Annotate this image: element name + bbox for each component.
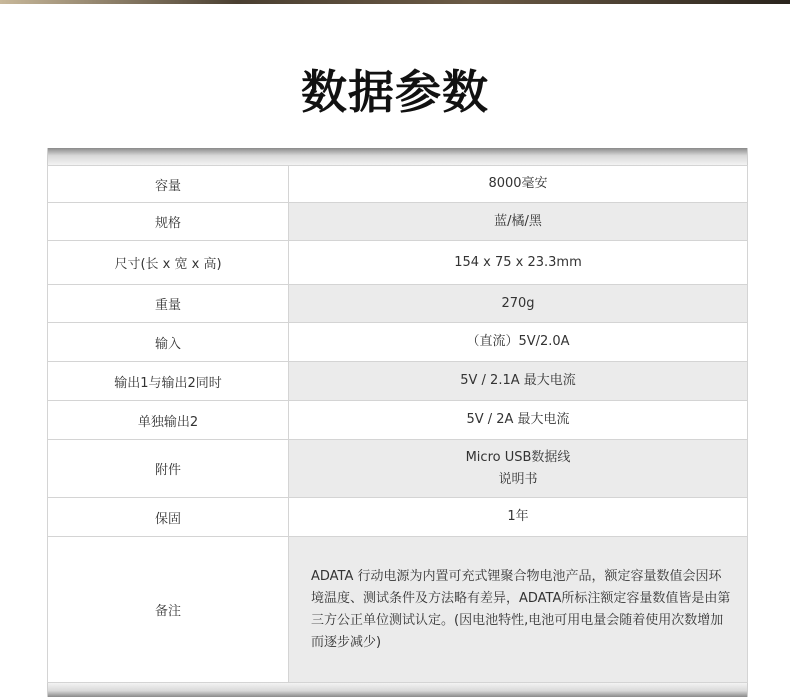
- table-row: [48, 241, 748, 285]
- spec-value-remarks: ADATA 行动电源为内置可充式锂聚合物电池产品，额定容量数值会因环境温度、测试条件及方法略有差异，ADATA所标注额定容量数值皆是由第三方公正单位测试认定。(因电池特性,电池可用电量会随着使用次数增加而逐步减少): [289, 537, 748, 683]
- table-row: [48, 440, 748, 498]
- table-row: [48, 166, 748, 203]
- table-row: [48, 285, 748, 323]
- spec-label-capacity: 容量: [48, 166, 289, 203]
- spec-label-dimensions: 尺寸(长 x 宽 x 高): [48, 241, 289, 285]
- spec-label-single-output: 单独输出2: [48, 401, 289, 440]
- spec-label-colors: 规格: [48, 203, 289, 241]
- spec-value-accessories: [289, 440, 748, 498]
- spec-value-single-output: 5V / 2A 最大电流: [289, 401, 748, 440]
- spec-label-remarks: 备注: [48, 537, 289, 683]
- table-row: [48, 323, 748, 362]
- spec-value-input: （直流）5V/2.0A: [289, 323, 748, 362]
- table-row: [48, 203, 748, 241]
- spec-label-input: 输入: [48, 323, 289, 362]
- spec-value-dimensions: 154 x 75 x 23.3mm: [289, 241, 748, 285]
- spec-label-warranty: 保固: [48, 498, 289, 537]
- spec-value-dual-output: 5V / 2.1A 最大电流: [289, 362, 748, 401]
- spec-value-weight: 270g: [289, 285, 748, 323]
- table-bottom-bar: [47, 683, 748, 697]
- table-row: [48, 401, 748, 440]
- spec-value-warranty: 1年: [289, 498, 748, 537]
- spec-label-weight: 重量: [48, 285, 289, 323]
- accessory-item: 说明书: [498, 471, 538, 487]
- spec-table: [47, 165, 748, 683]
- top-decorative-rule: [0, 0, 790, 4]
- accessory-item: Micro USB数据线: [465, 449, 571, 465]
- table-top-bar: [47, 148, 748, 165]
- spec-table-wrapper: [47, 148, 748, 697]
- table-row: [48, 537, 748, 683]
- spec-label-dual-output: 输出1与输出2同时: [48, 362, 289, 401]
- table-row: [48, 362, 748, 401]
- spec-value-capacity: 8000毫安: [289, 166, 748, 203]
- spec-value-colors: 蓝/橘/黑: [289, 203, 748, 241]
- table-row: [48, 498, 748, 537]
- spec-label-accessories: 附件: [48, 440, 289, 498]
- page-title: 数据参数: [301, 65, 489, 119]
